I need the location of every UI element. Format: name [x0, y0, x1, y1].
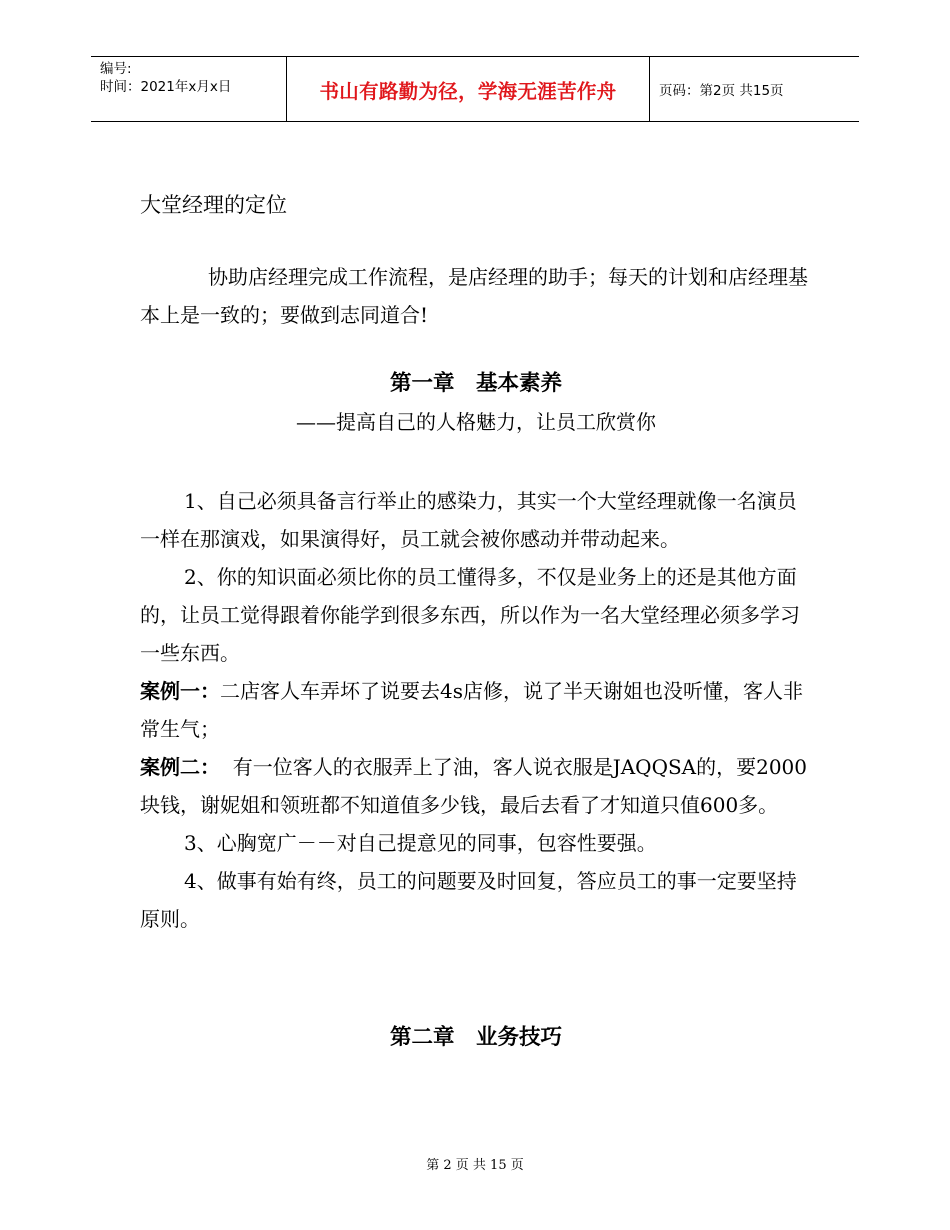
- document-body: [140, 180, 812, 1058]
- page-footer: 第 2 页 共 15 页: [426, 1158, 524, 1173]
- chapter-1-item-1: 1、自己必须具备言行举止的感染力，其实一个大堂经理就像一名演员一样在那演戏，如果演得好，员工就会被你感动并带动起来。: [140, 489, 797, 551]
- header-meta-cell: [91, 57, 287, 121]
- chapter-2-title: 第二章 业务技巧: [389, 1025, 562, 1050]
- case-1-paragraph: [140, 672, 812, 748]
- case-2-paragraph: [140, 748, 812, 824]
- chapter-1-subtitle: ——提高自己的人格魅力，让员工欣赏你: [296, 410, 656, 434]
- chapter-1-item-4: 4、做事有始有终，员工的问题要及时回复，答应员工的事一定要坚持原则。: [140, 869, 797, 931]
- chapter-1-item-3: 3、心胸宽广－－对自己提意见的同事，包容性要强。: [184, 831, 657, 855]
- header-page-cell: [650, 57, 859, 121]
- header-motto-cell: [287, 57, 650, 121]
- case-1-text: 二店客人车弄坏了说要去4s店修，说了半天谢姐也没听懂，客人非常生气；: [140, 679, 803, 741]
- header-page-info: 页码：第2页 共15页: [659, 83, 784, 99]
- section-intro-paragraph: 协助店经理完成工作流程，是店经理的助手；每天的计划和店经理基本上是一致的；要做到志同道合!: [140, 265, 808, 327]
- document-number-label: 编号:: [100, 61, 132, 77]
- page-header: [91, 56, 859, 122]
- case-2-label: 案例二：: [140, 755, 220, 779]
- header-motto: 书山有路勤为径，学海无涯苦作舟: [319, 80, 617, 103]
- section-title: 大堂经理的定位: [140, 193, 287, 217]
- case-1-label: 案例一：: [140, 679, 220, 703]
- chapter-1-item-2: 2、你的知识面必须比你的员工懂得多，不仅是业务上的还是其他方面的，让员工觉得跟着你能学到很多东西，所以作为一名大堂经理必须多学习一些东西。: [140, 565, 800, 665]
- chapter-1-title: 第一章 基本素养: [389, 371, 562, 396]
- document-time-label: 时间：2021年x月x日: [100, 79, 232, 95]
- case-2-text: 有一位客人的衣服弄上了油，客人说衣服是JAQQSA的，要2000块钱，谢妮姐和领班都不知道值多少钱，最后去看了才知道只值600多。: [140, 755, 808, 817]
